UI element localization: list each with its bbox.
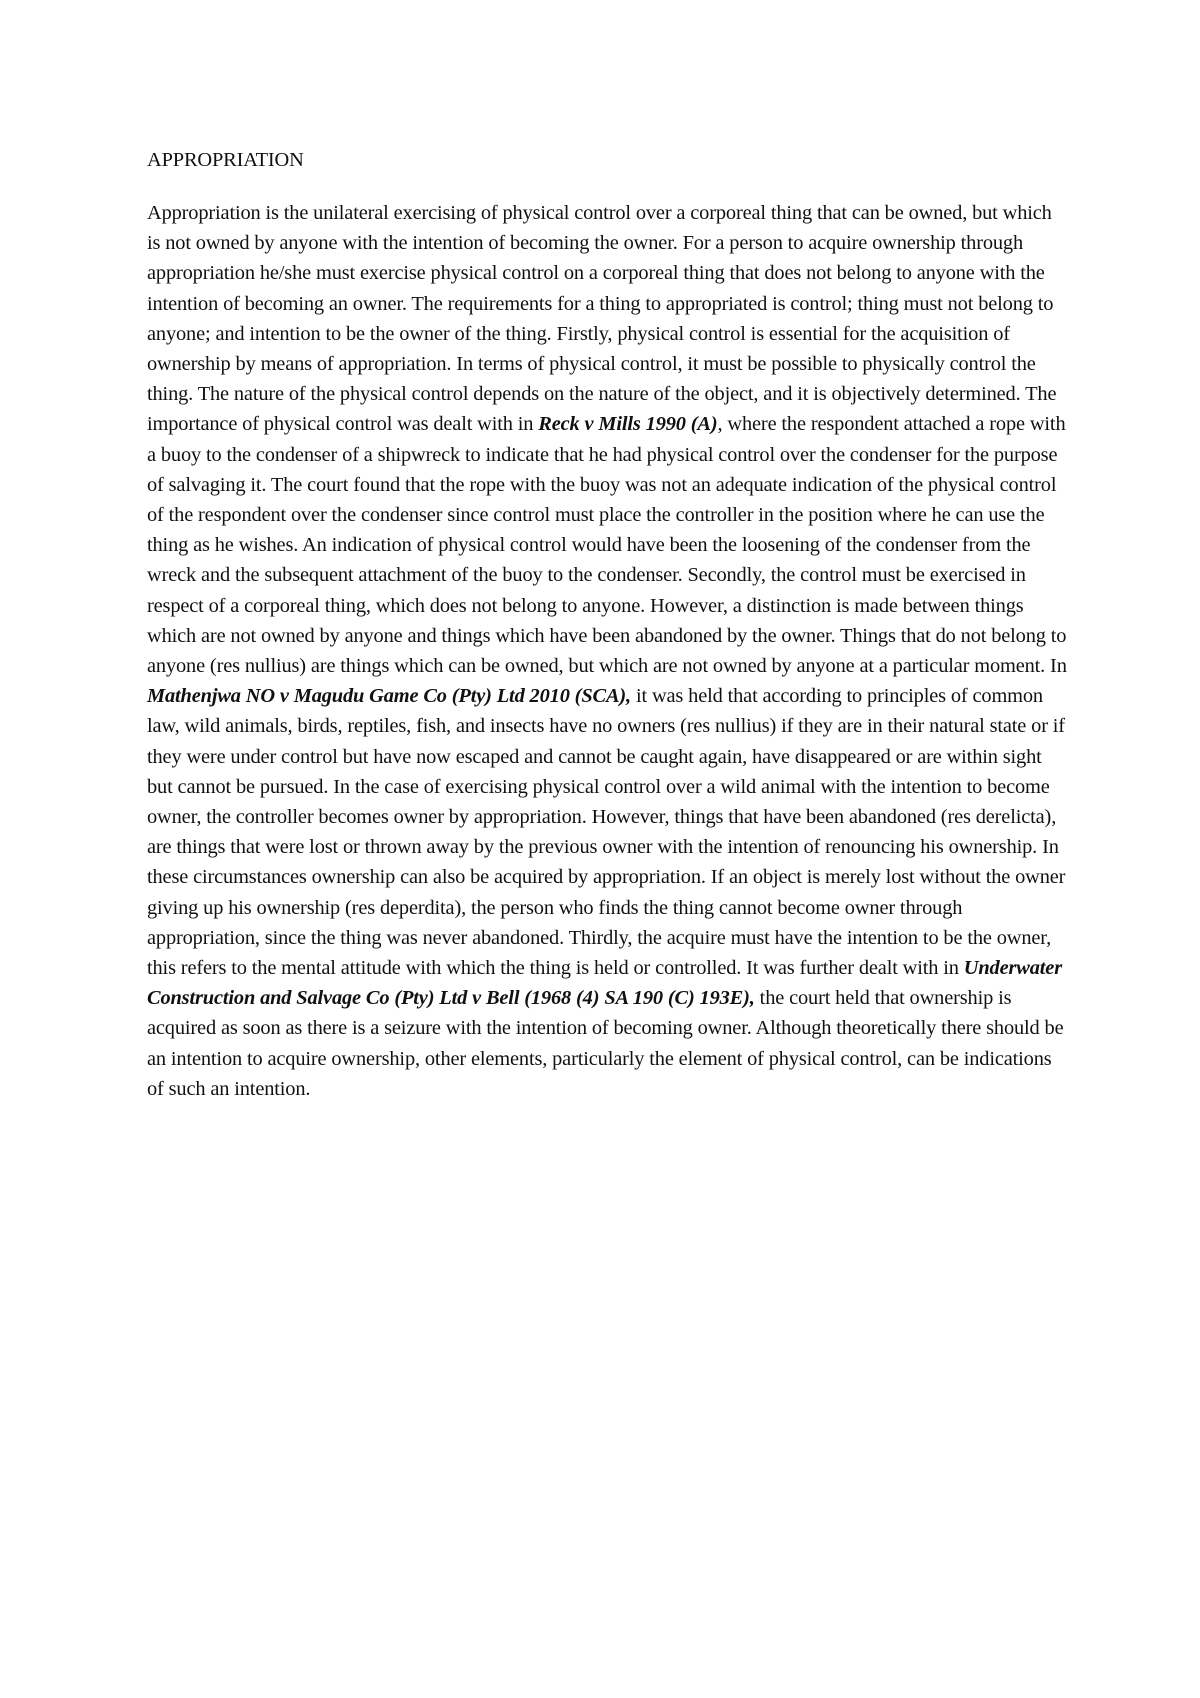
case-citation-reck-v-mills: Reck v Mills 1990 (A): [538, 413, 718, 436]
paragraph-text-2: , where the respondent attached a rope with a buoy to the condenser of a shipwreck to indicate that he had physical control over the condenser for the purpose of salvaging it. The court found that the rope with the buoy was not an adequate indication of the physical control of the respondent over the condenser since control must place the controller in the position where he can use the thing as he wishes. An indication of physical control would have been the loosening of the condenser from the wreck and the subsequent attachment of the buoy to the condenser. Secondly, the control must be exercised in respect of a corporeal thing, which does not belong to anyone. However, a distinction is made between things which are not owned by anyone and things which have been abandoned by the owner. Things that do not belong to anyone (res nullius) are things which can be owned, but which are not owned by anyone at a particular moment. In: [147, 413, 1067, 678]
case-citation-underwater-construction: Underwater Construction and Salvage Co (Pty) Ltd v Bell (1968 (4) SA 190 (C) 193E),: [147, 957, 1062, 1010]
body-paragraph: [147, 198, 1067, 1104]
paragraph-text-1: Appropriation is the unilateral exercising of physical control over a corporeal thing that can be owned, but which is not owned by anyone with the intention of becoming the owner. For a person to acquire ownership through appropriation he/she must exercise physical control on a corporeal thing that does not belong to anyone with the intention of becoming an owner. The requirements for a thing to appropriated is control; thing must not belong to anyone; and intention to be the owner of the thing. Firstly, physical control is essential for the acquisition of ownership by means of appropriation. In terms of physical control, it must be possible to physically control the thing. The nature of the physical control depends on the nature of the object, and it is objectively determined. The importance of physical control was dealt with in: [147, 202, 1057, 436]
document-content: [147, 145, 1067, 1104]
document-title: APPROPRIATION: [147, 149, 304, 171]
case-citation-mathenjwa: Mathenjwa NO v Magudu Game Co (Pty) Ltd 2010 (SCA),: [147, 685, 632, 708]
paragraph-text-3: it was held that according to principles of common law, wild animals, birds, reptiles, fish, and insects have no owners (res nullius) if they are in their natural state or if they were under control but have now escaped and cannot be caught again, have disappeared or are within sight but cannot be pursued. In the case of exercising physical control over a wild animal with the intention to become owner, the controller becomes owner by appropriation. However, things that have been abandoned (res derelicta), are things that were lost or thrown away by the previous owner with the intention of renouncing his ownership. In these circumstances ownership can also be acquired by appropriation. If an object is merely lost without the owner giving up his ownership (res deperdita), the person who finds the thing cannot become owner through appropriation, since the thing was never abandoned. Thirdly, the acquire must have the intention to be the owner, this refers to the mental attitude with which the thing is held or controlled. It was further dealt with in: [147, 685, 1066, 980]
paragraph-text-4: the court held that ownership is acquired as soon as there is a seizure with the intention of becoming owner. Although theoretically there should be an intention to acquire ownership, other elements, particularly the element of physical control, can be indications of such an intention.: [147, 987, 1064, 1100]
